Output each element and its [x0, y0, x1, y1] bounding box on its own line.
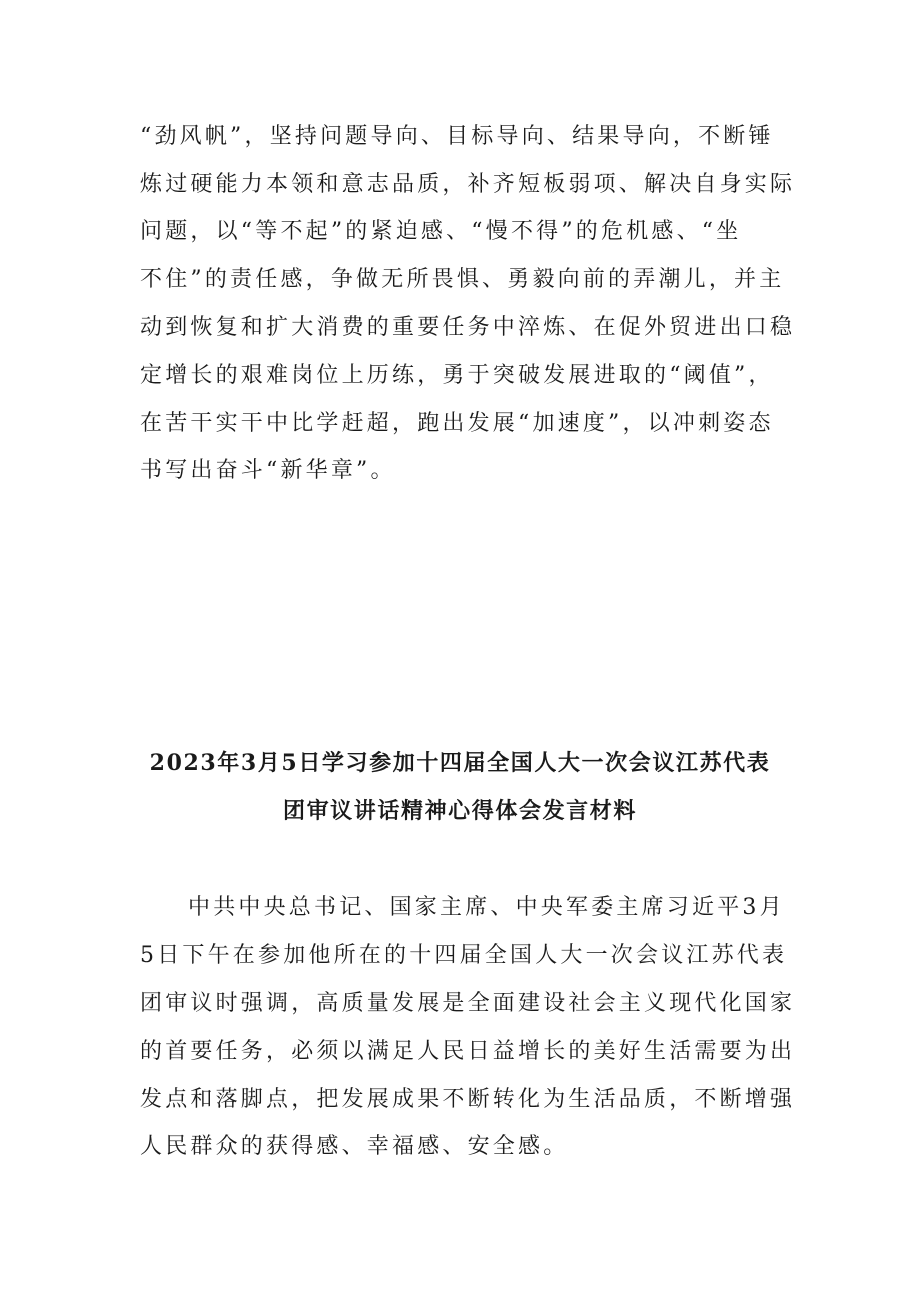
paragraph-line: 的首要任务，必须以满足人民日益增长的美好生活需要为出	[140, 1039, 796, 1064]
paragraph-line: 定增长的艰难岗位上历练，勇于突破发展进取的“阈值”，	[140, 363, 774, 388]
paragraph-line: 不住”的责任感，争做无所畏惧、勇毅向前的弄潮儿，并主	[140, 267, 785, 292]
paragraph-line: 团审议时强调，高质量发展是全面建设社会主义现代化国家	[140, 991, 796, 1016]
paragraph-line: 问题，以“等不起”的紧迫感、“慢不得”的危机感、“坐	[140, 219, 742, 244]
paragraph-line: 中共中央总书记、国家主席、中央军委主席习近平3月	[188, 895, 785, 920]
paragraph-line: 动到恢复和扩大消费的重要任务中淬炼、在促外贸进出口稳	[140, 315, 796, 340]
title-line: 团审议讲话精神心得体会发言材料	[282, 798, 637, 824]
title-line: 2023年3月5日学习参加十四届全国人大一次会议江苏代表	[149, 750, 771, 776]
paragraph-line: 5日下午在参加他所在的十四届全国人大一次会议江苏代表	[140, 943, 788, 968]
paragraph-line: 炼过硬能力本领和意志品质，补齐短板弱项、解决自身实际	[140, 172, 796, 197]
paragraph-line: 书写出奋斗“新华章”。	[140, 458, 396, 483]
paragraph-line: 在苦干实干中比学赶超，跑出发展“加速度”，以冲刺姿态	[140, 411, 774, 436]
paragraph-line: 人民群众的获得感、幸福感、安全感。	[140, 1134, 569, 1159]
paragraph-line: “劲风帆”，坚持问题导向、目标导向、结果导向，不断锤	[140, 124, 774, 149]
paragraph-line: 发点和落脚点，把发展成果不断转化为生活品质，不断增强	[140, 1087, 796, 1112]
